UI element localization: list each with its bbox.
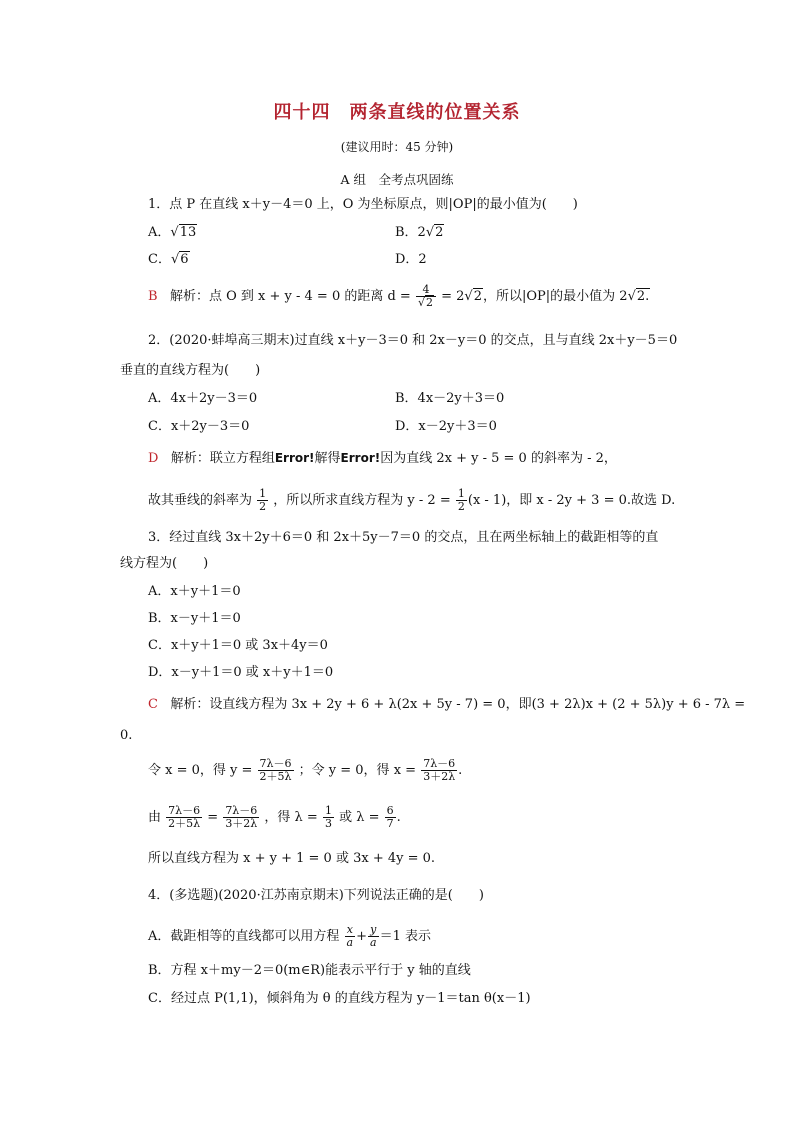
q3-option-a: A．x＋y＋1＝0 (148, 584, 241, 599)
q2-option-d: D．x－2y＋3＝0 (395, 419, 497, 434)
q2-option-c: C．x＋2y－3＝0 (148, 419, 250, 434)
q4-option-c: C．经过点 P(1,1)，倾斜角为 θ 的直线方程为 y－1＝tan θ(x－1) (148, 991, 531, 1006)
q3-solution-line3: 由 $\frac{7\lambda-6}{2+5\lambda}$ = $\frac{7\lambda-6}{3+2\lambda}$ ，得 λ = $\frac{1}{3}$ 或 λ = $\frac{6}{7}$ . (148, 804, 401, 830)
q3-stem-line2: 线方程为( ) (120, 556, 209, 571)
q4-option-b: B．方程 x＋my－2＝0(m∈R)能表示平行于 y 轴的直线 (148, 963, 471, 978)
q2-fraction-1: $\frac{1}{2}$ (259, 487, 267, 513)
q1-fraction: $\frac{4}{√2}$ (416, 284, 436, 309)
q3-solution-line2: 令 x = 0，得 y = $\frac{7\lambda-6}{2+5\lambda}$ ；令 y = 0，得 x = $\frac{7\lambda-6}{3+2\lambda}$ . (148, 757, 463, 783)
q1-answer-letter: B (148, 289, 158, 304)
q2-fraction-2: $\frac{1}{2}$ (457, 487, 465, 513)
q3-fraction-x: $\frac{7\lambda-6}{3+2\lambda}$ (423, 757, 456, 783)
q1-option-a: A．√13 (148, 225, 197, 240)
q2-option-b: B．4x－2y＋3＝0 (395, 391, 505, 406)
q3-option-c: C．x＋y＋1＝0 或 3x＋4y＝0 (148, 638, 328, 653)
suggested-time: (建议用时：45 分钟) (340, 140, 454, 154)
q2-option-a: A．4x＋2y－3＝0 (148, 391, 258, 406)
q2-solution-line1: D 解析：联立方程组Error!解得Error!因为直线 2x + y - 5 = 0 的斜率为 - 2， (148, 451, 617, 466)
q1-option-d: D．2 (395, 252, 427, 267)
q3-option-d: D．x－y＋1＝0 或 x＋y＋1＝0 (148, 665, 334, 680)
q1-stem: 1．点 P 在直线 x＋y－4＝0 上，O 为坐标原点，则|OP|的最小值为( ) (148, 197, 578, 212)
q4-stem: 4．(多选题)(2020·江苏南京期末)下列说法正确的是( ) (148, 888, 484, 903)
q3-fraction-y: $\frac{7\lambda-6}{2+5\lambda}$ (259, 757, 292, 783)
q1-solution: B 解析：点 O 到 x + y - 4 = 0 的距离 d = $\frac{4}{√2}$ = 2√2，所以|OP|的最小值为 2√2. (148, 283, 650, 309)
q4-option-a: A．截距相等的直线都可以用方程 $\frac{x}{a}$ + $\frac{y}{a}$ ＝1 表示 (148, 923, 431, 949)
q3-solution-line1: C 解析：设直线方程为 3x + 2y + 6 + λ(2x + 5y - 7) = 0，即(3 + 2λ)x + (2 + 5λ)y + 6 - 7λ = (148, 697, 746, 712)
q2-solution-line2: 故其垂线的斜率为 $\frac{1}{2}$ ，所以所求直线方程为 y - 2 = $\frac{1}{2}$ (x - 1)，即 x - 2y + 3 = 0.故选 D. (148, 487, 676, 513)
q2-answer-letter: D (148, 451, 159, 466)
q3-solution-line4: 所以直线方程为 x + y + 1 = 0 或 3x + 4y = 0. (148, 851, 436, 866)
q3-solution-line1-cont: 0. (120, 728, 133, 743)
group-label: A 组 全考点巩固练 (340, 172, 454, 187)
q3-option-b: B．x－y＋1＝0 (148, 611, 241, 626)
q1-option-b: B．2√2 (395, 225, 444, 240)
q3-answer-letter: C (148, 697, 158, 712)
q2-stem-line2: 垂直的直线方程为( ) (120, 363, 261, 378)
q1-option-c: C．√6 (148, 252, 189, 267)
q3-stem-line1: 3．经过直线 3x＋2y＋6＝0 和 2x＋5y－7＝0 的交点，且在两坐标轴上的截距相等的直 (148, 530, 659, 545)
page-title: 四十四 两条直线的位置关系 (273, 102, 521, 123)
q2-stem-line1: 2．(2020·蚌埠高三期末)过直线 x＋y－3＝0 和 2x－y＝0 的交点，且与直线 2x＋y－5＝0 (148, 333, 678, 348)
